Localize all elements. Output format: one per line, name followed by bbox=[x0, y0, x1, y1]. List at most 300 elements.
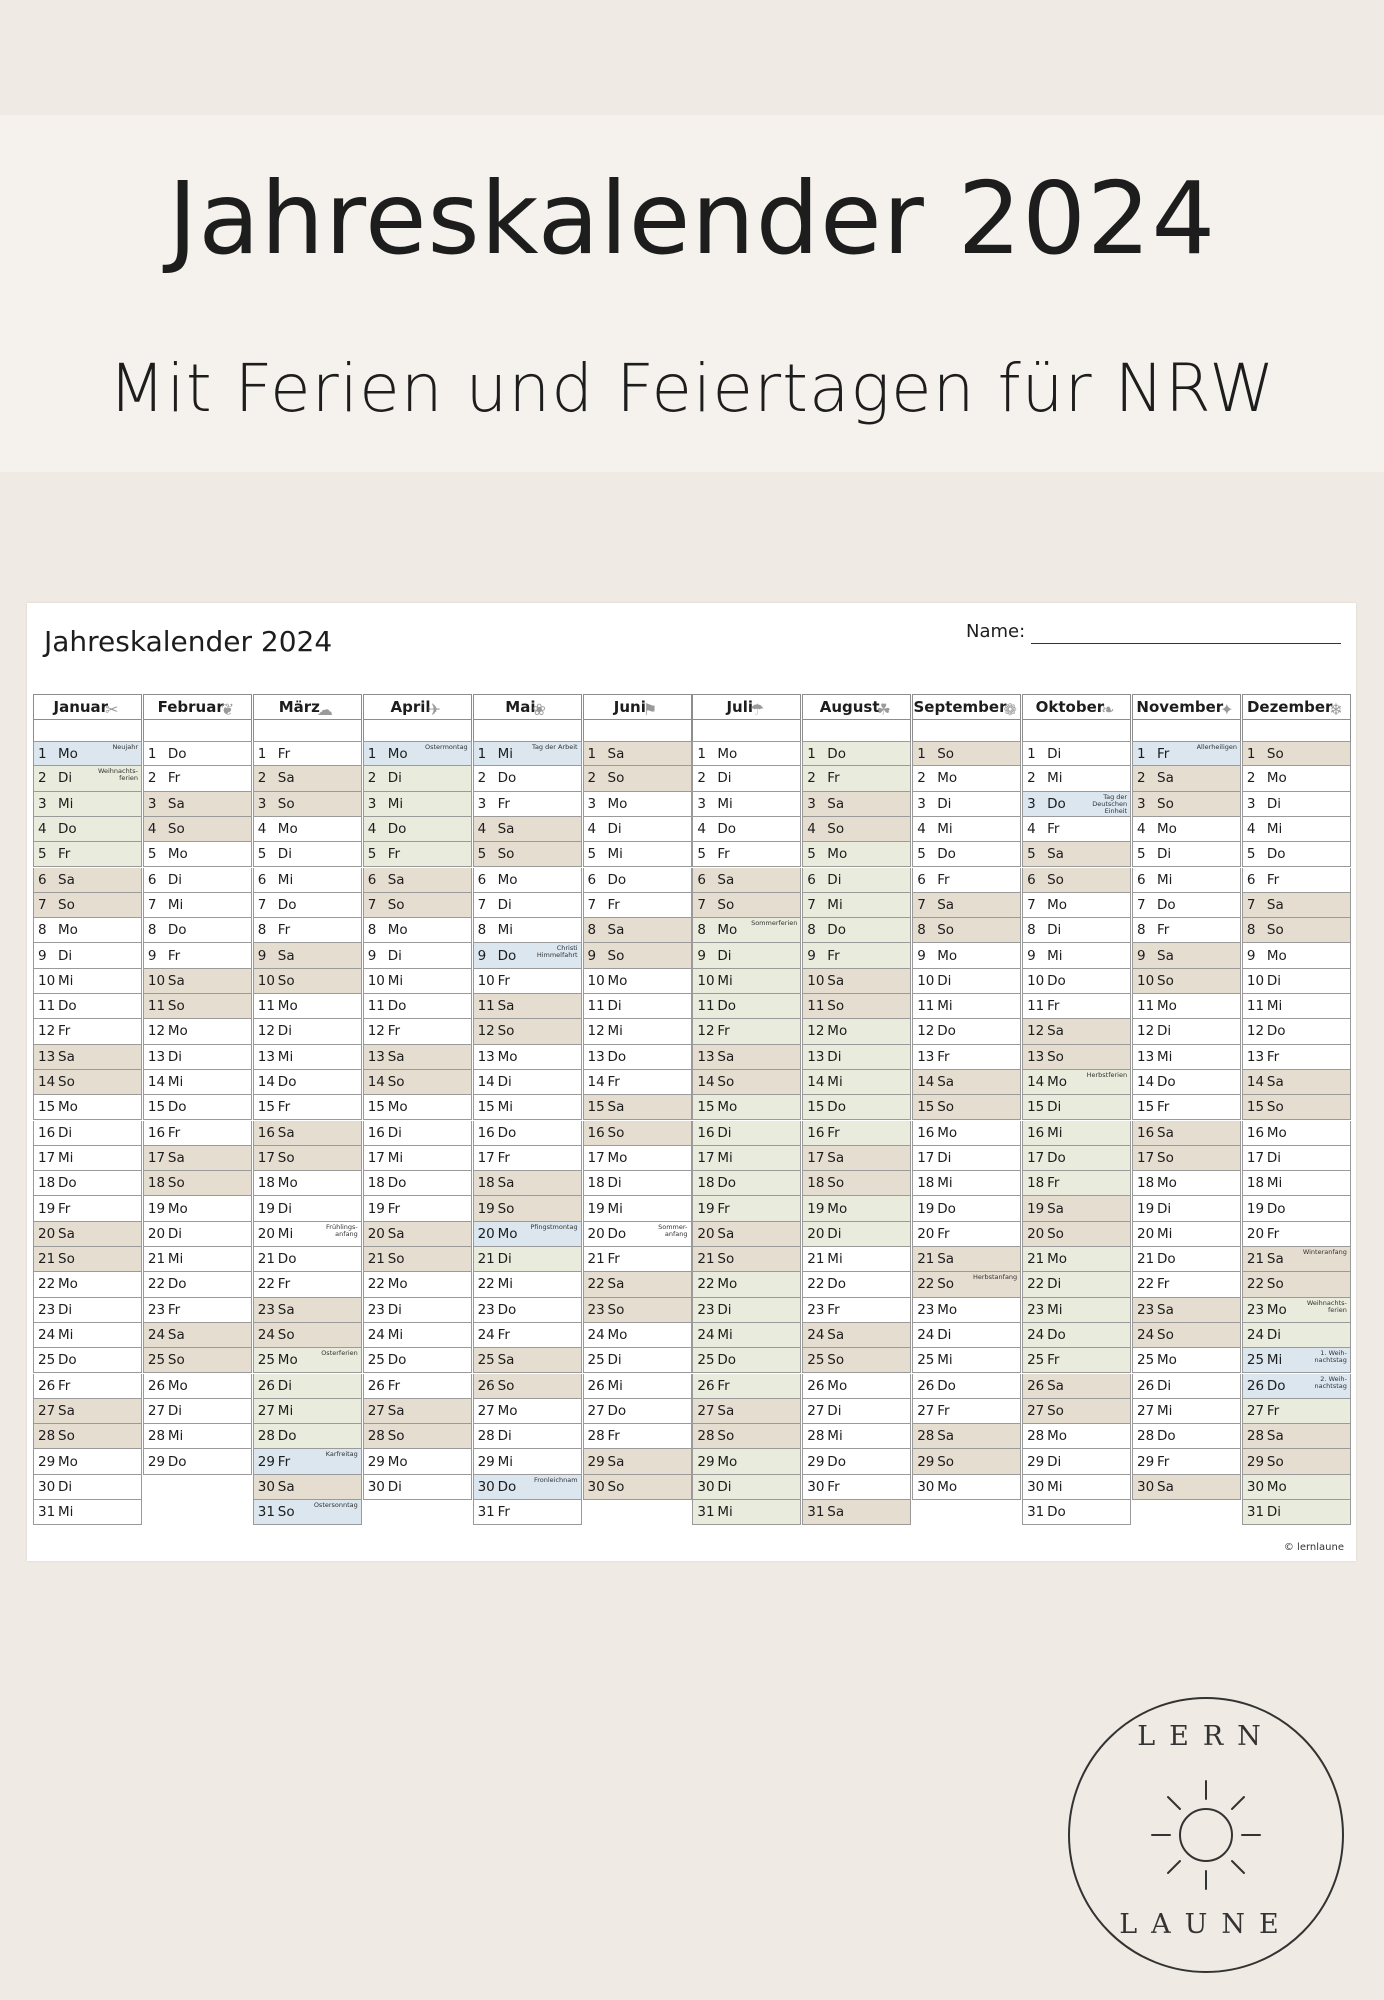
weekday-label: So bbox=[58, 1074, 75, 1091]
day-cell bbox=[363, 1399, 472, 1424]
weekday-label: So bbox=[277, 1327, 295, 1344]
day-cell bbox=[912, 1449, 1021, 1474]
day-number: 18 bbox=[807, 1175, 825, 1192]
day-note: Fronleichnam bbox=[533, 1475, 578, 1484]
day-cell bbox=[802, 1348, 911, 1373]
day-number: 28 bbox=[587, 1428, 605, 1445]
day-cell bbox=[583, 1449, 692, 1474]
day-number: 28 bbox=[367, 1428, 385, 1445]
weekday-label: Sa bbox=[717, 1402, 735, 1419]
weekday-label: Di bbox=[1047, 1276, 1062, 1293]
day-number: 20 bbox=[697, 1225, 715, 1242]
day-number: 16 bbox=[477, 1124, 495, 1141]
weekday-label: Mi bbox=[387, 795, 404, 812]
weekday-label: Sa bbox=[717, 1225, 735, 1242]
day-number: 19 bbox=[257, 1200, 275, 1217]
day-cell bbox=[802, 1171, 911, 1196]
day-cell bbox=[802, 817, 911, 842]
day-number: 1 bbox=[257, 745, 267, 762]
day-cell bbox=[33, 893, 142, 918]
day-cell bbox=[363, 1095, 472, 1120]
day-number: 11 bbox=[1246, 998, 1265, 1015]
weekday-label: Mo bbox=[607, 795, 628, 812]
weekday-label: Di bbox=[1266, 1504, 1282, 1521]
month-header bbox=[363, 694, 472, 720]
day-cell bbox=[143, 1348, 252, 1373]
day-cell bbox=[583, 893, 692, 918]
day-cell bbox=[143, 817, 252, 842]
weekday-label: Mo bbox=[717, 1453, 738, 1470]
day-number: 16 bbox=[1246, 1124, 1265, 1141]
day-cell bbox=[33, 1070, 142, 1095]
weekday-label: Mo bbox=[827, 1200, 848, 1217]
day-number: 18 bbox=[477, 1175, 495, 1192]
day-cell bbox=[583, 1272, 692, 1297]
day-cell bbox=[143, 1323, 252, 1348]
day-number: 12 bbox=[38, 1023, 56, 1040]
weekday-label: Mi bbox=[58, 1149, 74, 1166]
weekday-label: Sa bbox=[607, 745, 625, 762]
day-cell bbox=[583, 1348, 692, 1373]
weekday-label: Mi bbox=[167, 1074, 184, 1091]
day-cell bbox=[1022, 792, 1131, 817]
weekday-label: Di bbox=[58, 1124, 73, 1141]
weekday-label: So bbox=[717, 1251, 735, 1268]
weekday-label: Mi bbox=[277, 1225, 294, 1242]
weekday-label: Fr bbox=[827, 1124, 840, 1141]
day-number: 11 bbox=[697, 998, 715, 1015]
day-cell bbox=[1242, 1399, 1351, 1424]
spacer-row bbox=[363, 720, 472, 741]
day-cell bbox=[33, 792, 142, 817]
day-cell bbox=[143, 868, 252, 893]
weekday-label: So bbox=[277, 972, 295, 989]
weekday-label: Sa bbox=[937, 896, 955, 913]
day-note: Christi Himmelfahrt bbox=[536, 944, 578, 960]
month-column bbox=[802, 694, 912, 1534]
weekday-label: Mi bbox=[497, 1453, 513, 1470]
day-number: 8 bbox=[257, 922, 267, 939]
day-cell bbox=[363, 817, 472, 842]
weekday-label: Fr bbox=[607, 1074, 620, 1091]
day-number: 3 bbox=[257, 795, 267, 812]
weekday-label: Sa bbox=[827, 1149, 845, 1166]
day-cell bbox=[1242, 994, 1351, 1019]
day-cell bbox=[1242, 741, 1351, 766]
day-cell bbox=[802, 1399, 911, 1424]
day-cell bbox=[692, 1019, 801, 1044]
day-cell bbox=[143, 766, 252, 791]
day-cell bbox=[33, 1146, 142, 1171]
day-cell bbox=[802, 766, 911, 791]
weekday-label: Fr bbox=[497, 972, 510, 989]
pumpkin-icon: ❁ bbox=[1003, 699, 1017, 719]
day-number: 9 bbox=[1246, 947, 1256, 964]
weekday-label: So bbox=[167, 998, 185, 1015]
day-number: 18 bbox=[1137, 1175, 1155, 1192]
day-cell bbox=[583, 766, 692, 791]
day-cell bbox=[1022, 1019, 1131, 1044]
day-note: Herbstanfang bbox=[972, 1273, 1018, 1282]
day-number: 5 bbox=[917, 846, 926, 863]
weekday-label: So bbox=[607, 770, 625, 787]
weekday-label: So bbox=[937, 1276, 955, 1293]
day-cell bbox=[143, 1095, 252, 1120]
day-cell bbox=[912, 1272, 1021, 1297]
day-cell bbox=[692, 842, 801, 867]
weekday-label: Sa bbox=[717, 871, 735, 888]
day-number: 3 bbox=[477, 795, 487, 812]
day-number: 23 bbox=[697, 1301, 715, 1318]
day-cell bbox=[583, 1475, 692, 1500]
weekday-label: Do bbox=[607, 1402, 627, 1419]
month-column bbox=[1022, 694, 1132, 1534]
weekday-label: Mo bbox=[1157, 1175, 1177, 1192]
day-number: 28 bbox=[38, 1428, 56, 1445]
day-cell bbox=[1022, 1095, 1131, 1120]
day-cell bbox=[33, 1171, 142, 1196]
day-number: 25 bbox=[807, 1352, 825, 1369]
day-cell bbox=[253, 1196, 362, 1221]
day-cell bbox=[143, 1196, 252, 1221]
weekday-label: Di bbox=[167, 1402, 183, 1419]
day-cell bbox=[692, 1272, 801, 1297]
day-number: 15 bbox=[147, 1099, 166, 1116]
weekday-label: So bbox=[167, 1352, 185, 1369]
weekday-label: Fr bbox=[387, 846, 401, 863]
day-number: 31 bbox=[1027, 1504, 1045, 1521]
day-number: 8 bbox=[917, 922, 926, 939]
weekday-label: Mi bbox=[167, 1251, 184, 1268]
weekday-label: Do bbox=[497, 1124, 517, 1141]
weekday-label: Fr bbox=[1157, 745, 1170, 762]
day-cell bbox=[583, 1070, 692, 1095]
weekday-label: Mi bbox=[58, 972, 74, 989]
weekday-label: Do bbox=[1266, 1200, 1286, 1217]
day-number: 8 bbox=[697, 922, 706, 939]
day-cell bbox=[33, 817, 142, 842]
day-number: 9 bbox=[477, 947, 487, 964]
weekday-label: Mo bbox=[387, 745, 408, 762]
weekday-label: Sa bbox=[497, 1175, 515, 1192]
weekday-label: Mi bbox=[607, 1377, 623, 1394]
day-number: 20 bbox=[917, 1225, 935, 1242]
cloud-icon: ☁ bbox=[316, 699, 333, 719]
day-cell bbox=[143, 1146, 252, 1171]
day-cell bbox=[583, 842, 692, 867]
weekday-label: Fr bbox=[58, 846, 71, 863]
day-cell bbox=[1022, 1323, 1131, 1348]
weekday-label: Mo bbox=[58, 922, 78, 939]
day-number: 5 bbox=[38, 846, 47, 863]
weekday-label: Fr bbox=[387, 1200, 401, 1217]
day-note: Tag der Deutschen Einheit bbox=[1092, 792, 1128, 815]
day-cell bbox=[1132, 1196, 1241, 1221]
day-number: 15 bbox=[1137, 1099, 1155, 1116]
weekday-label: Fr bbox=[277, 1276, 291, 1293]
weekday-label: Mi bbox=[1047, 947, 1063, 964]
day-number: 21 bbox=[257, 1251, 275, 1268]
weekday-label: So bbox=[1047, 1048, 1064, 1065]
day-number: 27 bbox=[587, 1402, 605, 1419]
day-number: 20 bbox=[1137, 1225, 1155, 1242]
weekday-label: So bbox=[717, 1074, 735, 1091]
weekday-label: So bbox=[1157, 795, 1174, 812]
month-name: Oktober bbox=[1035, 698, 1105, 716]
day-cell bbox=[33, 868, 142, 893]
day-number: 27 bbox=[697, 1402, 715, 1419]
day-number: 30 bbox=[807, 1478, 825, 1495]
day-cell bbox=[802, 1323, 911, 1348]
day-note: Pfingstmontag bbox=[530, 1222, 578, 1231]
day-number: 6 bbox=[587, 871, 597, 888]
weekday-label: Do bbox=[717, 821, 737, 838]
day-number: 30 bbox=[1137, 1478, 1155, 1495]
weekday-label: Di bbox=[387, 1301, 402, 1318]
weekday-label: Sa bbox=[277, 1124, 295, 1141]
day-cell bbox=[143, 741, 252, 766]
day-number: 19 bbox=[807, 1200, 825, 1217]
day-cell bbox=[912, 1222, 1021, 1247]
day-cell bbox=[802, 918, 911, 943]
day-cell bbox=[1132, 1247, 1241, 1272]
weekday-label: So bbox=[937, 922, 955, 939]
day-note: Ostersonntag bbox=[313, 1501, 358, 1509]
day-cell bbox=[1132, 1323, 1241, 1348]
day-number: 14 bbox=[367, 1074, 385, 1091]
day-number: 26 bbox=[257, 1377, 275, 1394]
day-cell bbox=[473, 1500, 582, 1525]
weekday-label: Mi bbox=[1266, 821, 1283, 838]
day-number: 23 bbox=[147, 1301, 166, 1318]
day-number: 8 bbox=[587, 922, 597, 939]
day-number: 30 bbox=[38, 1478, 56, 1495]
day-cell bbox=[802, 943, 911, 968]
day-number: 11 bbox=[1027, 998, 1045, 1015]
day-cell bbox=[692, 1045, 801, 1070]
day-cell bbox=[1242, 1070, 1351, 1095]
day-number: 14 bbox=[587, 1074, 605, 1091]
day-number: 6 bbox=[367, 871, 377, 888]
day-cell bbox=[473, 792, 582, 817]
weekday-label: Fr bbox=[167, 1124, 181, 1141]
day-number: 4 bbox=[147, 821, 157, 838]
day-number: 1 bbox=[477, 745, 487, 762]
weekday-label: Fr bbox=[1266, 1048, 1280, 1065]
day-cell bbox=[1022, 1222, 1131, 1247]
month-header bbox=[1242, 694, 1351, 720]
weekday-label: Fr bbox=[497, 1504, 510, 1521]
day-cell bbox=[1022, 1196, 1131, 1221]
weekday-label: Mi bbox=[1047, 1124, 1063, 1141]
weekday-label: Fr bbox=[1157, 1099, 1170, 1116]
day-cell bbox=[33, 1348, 142, 1373]
day-number: 14 bbox=[917, 1074, 935, 1091]
month-column bbox=[363, 694, 473, 1534]
weekday-label: Mo bbox=[1157, 1352, 1177, 1369]
weekday-label: Mi bbox=[717, 1504, 733, 1521]
weekday-label: Mo bbox=[937, 1478, 958, 1495]
month-header bbox=[802, 694, 911, 720]
day-cell bbox=[33, 766, 142, 791]
day-cell bbox=[33, 1399, 142, 1424]
day-note: 2. Weih- nachtstag bbox=[1314, 1374, 1347, 1390]
weekday-label: Mi bbox=[827, 1428, 843, 1445]
day-cell bbox=[33, 994, 142, 1019]
month-name: Februar bbox=[157, 698, 224, 716]
day-number: 29 bbox=[697, 1453, 715, 1470]
weekday-label: Do bbox=[1047, 972, 1066, 989]
day-number: 8 bbox=[1027, 922, 1036, 939]
day-number: 15 bbox=[477, 1099, 495, 1116]
day-cell bbox=[1132, 918, 1241, 943]
day-cell bbox=[1132, 1095, 1241, 1120]
weekday-label: Do bbox=[937, 846, 956, 863]
day-cell bbox=[912, 766, 1021, 791]
day-number: 20 bbox=[38, 1225, 56, 1242]
weekday-label: Mi bbox=[717, 795, 733, 812]
day-note: Tag der Arbeit bbox=[532, 743, 578, 751]
day-number: 5 bbox=[477, 846, 487, 863]
weekday-label: Sa bbox=[58, 1402, 75, 1419]
spacer-row bbox=[912, 720, 1021, 741]
weekday-label: Fr bbox=[827, 947, 840, 964]
weekday-label: So bbox=[167, 821, 185, 838]
day-number: 12 bbox=[1027, 1023, 1045, 1040]
day-number: 20 bbox=[1027, 1225, 1045, 1242]
day-number: 21 bbox=[367, 1251, 385, 1268]
day-cell bbox=[1242, 1222, 1351, 1247]
weekday-label: Do bbox=[1047, 1149, 1066, 1166]
weekday-label: So bbox=[717, 1428, 735, 1445]
weekday-label: So bbox=[937, 1453, 955, 1470]
weekday-label: Fr bbox=[1157, 1276, 1170, 1293]
weekday-label: Do bbox=[1157, 896, 1176, 913]
day-number: 27 bbox=[917, 1402, 935, 1419]
day-cell bbox=[1132, 842, 1241, 867]
weekday-label: So bbox=[1047, 1402, 1064, 1419]
day-cell bbox=[1022, 1070, 1131, 1095]
day-number: 17 bbox=[1137, 1149, 1155, 1166]
day-number: 17 bbox=[257, 1149, 275, 1166]
weekday-label: Mo bbox=[277, 821, 298, 838]
day-cell bbox=[473, 1449, 582, 1474]
day-number: 17 bbox=[367, 1149, 385, 1166]
day-note: Allerheiligen bbox=[1196, 743, 1237, 751]
weekday-label: Fr bbox=[167, 1301, 181, 1318]
weekday-label: Di bbox=[167, 871, 183, 888]
weekday-label: Do bbox=[58, 1175, 77, 1192]
day-cell bbox=[692, 1247, 801, 1272]
day-cell bbox=[1132, 1348, 1241, 1373]
day-number: 18 bbox=[1027, 1175, 1045, 1192]
month-header bbox=[1022, 694, 1131, 720]
weekday-label: So bbox=[58, 1251, 75, 1268]
day-number: 29 bbox=[917, 1453, 935, 1470]
day-cell bbox=[1022, 1146, 1131, 1171]
day-number: 10 bbox=[1027, 972, 1045, 989]
day-cell bbox=[583, 1298, 692, 1323]
day-number: 6 bbox=[38, 871, 47, 888]
weekday-label: Mi bbox=[717, 1149, 733, 1166]
day-number: 30 bbox=[1027, 1478, 1045, 1495]
day-number: 9 bbox=[1027, 947, 1036, 964]
day-cell bbox=[692, 741, 801, 766]
day-number: 8 bbox=[1246, 922, 1256, 939]
day-cell bbox=[143, 1298, 252, 1323]
weekday-label: Mi bbox=[827, 1251, 843, 1268]
day-number: 1 bbox=[1027, 745, 1036, 762]
weekday-label: Mi bbox=[387, 1327, 404, 1344]
day-cell bbox=[583, 1121, 692, 1146]
day-cell bbox=[1022, 918, 1131, 943]
weekday-label: Mo bbox=[607, 1149, 628, 1166]
calendar-grid bbox=[33, 694, 1352, 1534]
month-name: August bbox=[819, 698, 880, 716]
day-cell bbox=[253, 1399, 362, 1424]
weekday-label: Fr bbox=[387, 1377, 401, 1394]
day-number: 10 bbox=[807, 972, 825, 989]
weekday-label: Sa bbox=[167, 972, 185, 989]
weekday-label: Di bbox=[1047, 745, 1062, 762]
day-cell bbox=[473, 868, 582, 893]
month-column bbox=[583, 694, 693, 1534]
day-cell bbox=[363, 1449, 472, 1474]
day-note: Neujahr bbox=[112, 743, 138, 751]
weekday-label: Fr bbox=[937, 871, 950, 888]
day-number: 4 bbox=[697, 821, 706, 838]
weekday-label: Mo bbox=[1157, 821, 1177, 838]
day-cell bbox=[583, 1019, 692, 1044]
day-number: 15 bbox=[1246, 1099, 1265, 1116]
day-number: 14 bbox=[1137, 1074, 1155, 1091]
lernlaune-logo bbox=[1068, 1697, 1344, 1973]
day-number: 25 bbox=[1027, 1352, 1045, 1369]
weekday-label: Mi bbox=[1047, 1301, 1063, 1318]
day-cell bbox=[253, 792, 362, 817]
weekday-label: Mo bbox=[717, 1099, 738, 1116]
weekday-label: Sa bbox=[1157, 947, 1174, 964]
weekday-label: Mi bbox=[1157, 871, 1173, 888]
day-number: 27 bbox=[38, 1402, 56, 1419]
day-number: 5 bbox=[807, 846, 816, 863]
day-cell bbox=[473, 1019, 582, 1044]
day-note: Herbstferien bbox=[1086, 1070, 1128, 1079]
weekday-label: Di bbox=[497, 1428, 512, 1445]
weekday-label: Fr bbox=[827, 1478, 840, 1495]
day-cell bbox=[143, 792, 252, 817]
bird-icon: ✈ bbox=[427, 699, 441, 719]
day-cell bbox=[802, 1019, 911, 1044]
day-number: 4 bbox=[1027, 821, 1036, 838]
day-cell bbox=[253, 994, 362, 1019]
day-cell bbox=[1242, 1121, 1351, 1146]
weekday-label: Mo bbox=[827, 1377, 848, 1394]
weekday-label: Fr bbox=[58, 1200, 71, 1217]
sheet-title: Jahreskalender 2024 bbox=[44, 625, 333, 658]
day-cell bbox=[1022, 766, 1131, 791]
day-number: 9 bbox=[917, 947, 926, 964]
weekday-label: Sa bbox=[167, 1327, 185, 1344]
day-cell bbox=[692, 868, 801, 893]
day-cell bbox=[1242, 893, 1351, 918]
day-number: 5 bbox=[257, 846, 267, 863]
month-column bbox=[143, 694, 253, 1534]
weekday-label: Do bbox=[717, 998, 737, 1015]
weekday-label: Mi bbox=[937, 1175, 953, 1192]
weekday-label: Mo bbox=[58, 1276, 78, 1293]
month-column bbox=[912, 694, 1022, 1534]
